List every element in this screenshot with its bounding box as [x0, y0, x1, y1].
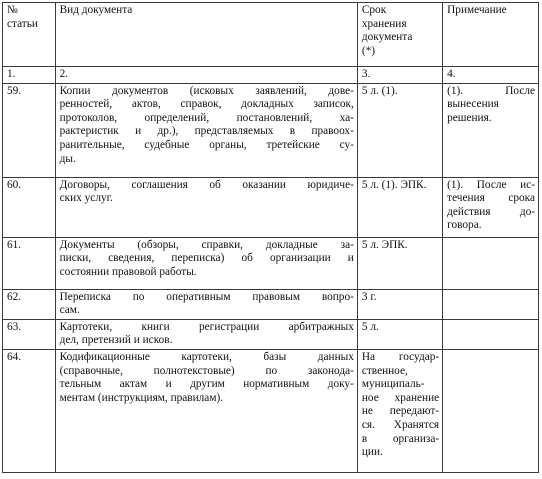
- document-type-cell-line: тельным актам и другим нормативным доку-: [59, 378, 354, 391]
- document-type-cell: [55, 177, 357, 237]
- header-article-number-line: №: [7, 4, 18, 16]
- header-retention-term-line: хранения: [361, 17, 407, 30]
- note-cell: [443, 83, 539, 177]
- document-type-cell-line: дел, претензий и исков.: [59, 334, 173, 347]
- header-article-number-line: статьи: [7, 17, 38, 30]
- header-retention-term-line: документа: [361, 31, 413, 44]
- article-number-cell: 61.: [3, 237, 56, 289]
- note-cell-line: (1). После ис-: [447, 178, 535, 191]
- table-row: [3, 349, 539, 472]
- document-type-cell-line: ранительные, судебные органы, третейские су-: [59, 138, 354, 151]
- article-number-cell: 62.: [3, 289, 56, 319]
- article-number-cell: 63.: [3, 319, 56, 349]
- column-number-cell: 2.: [55, 67, 357, 84]
- note-cell-line: решения.: [447, 111, 492, 124]
- document-retention-table: [2, 2, 539, 473]
- note-cell: [443, 319, 539, 349]
- document-type-cell-line: Документы (обзоры, справки, докладные за-: [59, 238, 354, 251]
- document-type-cell-line: рактеристик и др.), представляемых в правоох-: [59, 125, 354, 138]
- header-document-type: [55, 3, 357, 67]
- header-document-type-label: Вид документа: [59, 4, 133, 16]
- note-cell-line: течения срока: [447, 192, 535, 205]
- document-type-cell-line: сам.: [59, 304, 80, 317]
- note-cell-line: (1). После: [447, 84, 535, 97]
- document-type-cell-line: протоколов, определений, постановлений, ха-: [59, 111, 354, 124]
- document-type-cell-line: ских услуг.: [59, 192, 113, 205]
- retention-term-cell-line: ся. Хранятся: [361, 418, 440, 431]
- table-row: [3, 177, 539, 237]
- retention-term-cell-line: 5 л. (1).: [361, 84, 398, 97]
- article-number-cell: 59.: [3, 83, 56, 177]
- retention-term-cell: [357, 177, 442, 237]
- retention-term-cell-line: в организа-: [361, 432, 440, 445]
- table-body: [3, 3, 539, 473]
- document-type-cell-line: (справочные, полнотекстовые) по законода-: [59, 364, 354, 377]
- document-type-cell-line: Переписка по оперативным правовым вопро-: [59, 290, 354, 303]
- table-row: [3, 237, 539, 289]
- column-number-cell: 1.: [3, 67, 56, 84]
- retention-term-cell-line: не передают-: [361, 405, 440, 418]
- note-cell-line: говора.: [447, 219, 482, 232]
- table-row: [3, 319, 539, 349]
- article-number-cell: 60.: [3, 177, 56, 237]
- retention-term-cell-line: ное хранение: [361, 391, 440, 404]
- retention-term-cell-line: На государ-: [361, 350, 440, 363]
- retention-term-cell: [357, 319, 442, 349]
- document-type-cell-line: Договоры, соглашения об оказании юридиче-: [59, 178, 354, 191]
- note-cell-line: вынесения: [447, 98, 499, 111]
- column-number-row: [3, 67, 539, 84]
- document-type-cell-line: Копии документов (исковых заявлений, дове-: [59, 84, 354, 97]
- table-row: [3, 289, 539, 319]
- note-cell: [443, 177, 539, 237]
- column-number-cell: 4.: [443, 67, 539, 84]
- retention-term-cell-line: ственное,: [361, 364, 408, 377]
- header-note-label: Примечание: [447, 4, 507, 16]
- retention-term-cell: [357, 237, 442, 289]
- document-type-cell-line: писки, сведения, переписка) об организации и: [59, 252, 354, 265]
- table-header-row: [3, 3, 539, 67]
- note-cell: [443, 349, 539, 472]
- retention-term-cell-line: ции.: [361, 446, 383, 459]
- retention-term-cell-line: 3 г.: [361, 290, 377, 303]
- retention-term-cell: [357, 289, 442, 319]
- article-number-cell: 64.: [3, 349, 56, 472]
- document-type-cell: [55, 289, 357, 319]
- document-type-cell: [55, 83, 357, 177]
- header-article-number: [3, 3, 56, 67]
- header-retention-term-line: Срок: [361, 4, 387, 16]
- document-type-cell: [55, 349, 357, 472]
- column-number-cell: 3.: [357, 67, 442, 84]
- table-row: [3, 83, 539, 177]
- document-type-cell-line: ды.: [59, 152, 76, 165]
- document-type-cell-line: Картотеки, книги регистрации арбитражных: [59, 320, 354, 333]
- header-retention-term-line: (*): [361, 44, 376, 57]
- document-type-cell: [55, 237, 357, 289]
- document-type-cell: [55, 319, 357, 349]
- note-cell-line: действия до-: [447, 205, 535, 218]
- header-retention-term: [357, 3, 442, 67]
- document-type-cell-line: Кодификационные картотеки, базы данных: [59, 350, 354, 363]
- document-type-cell-line: ренностей, актов, справок, докладных записок,: [59, 98, 354, 111]
- header-note: [443, 3, 539, 67]
- retention-term-cell: [357, 83, 442, 177]
- note-cell: [443, 237, 539, 289]
- note-cell: [443, 289, 539, 319]
- document-type-cell-line: ментам (инструкциям, правилам).: [59, 391, 224, 404]
- retention-term-cell-line: 5 л. (1). ЭПК.: [361, 178, 427, 191]
- retention-term-cell: [357, 349, 442, 472]
- retention-term-cell-line: 5 л.: [361, 320, 379, 333]
- retention-term-cell-line: 5 л. ЭПК.: [361, 238, 408, 251]
- document-type-cell-line: состоянии правовой работы.: [59, 265, 197, 278]
- retention-term-cell-line: муниципаль-: [361, 378, 425, 391]
